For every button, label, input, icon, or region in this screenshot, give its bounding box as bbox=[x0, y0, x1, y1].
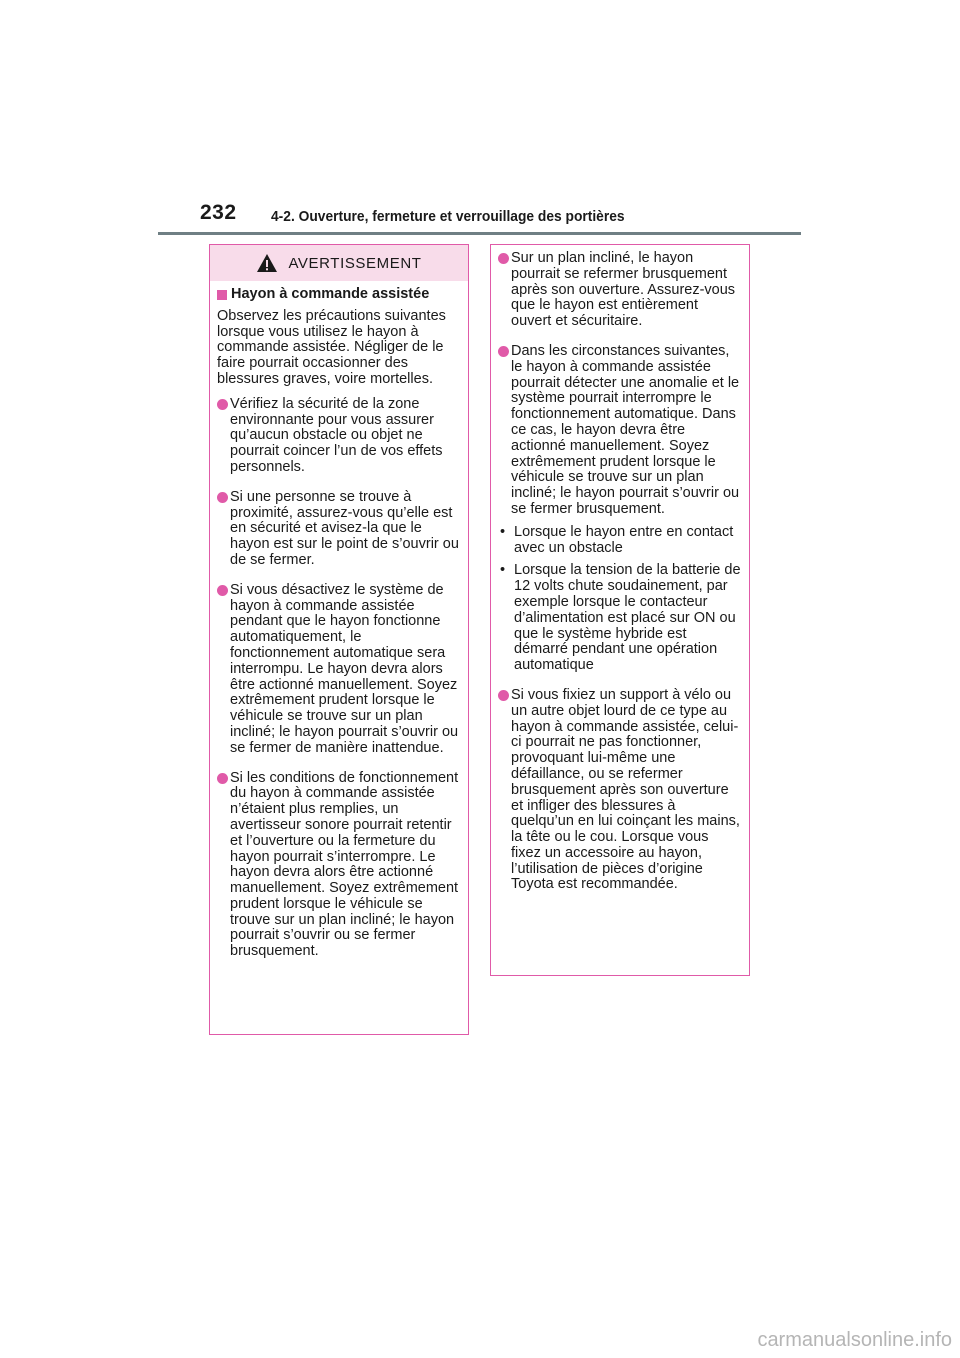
round-bullet-icon bbox=[498, 253, 509, 264]
warning-box-right bbox=[490, 244, 750, 976]
list-item bbox=[498, 251, 741, 330]
watermark: carmanualsonline.info bbox=[757, 1329, 952, 1351]
list-item bbox=[217, 771, 460, 961]
page-number: 232 bbox=[200, 201, 237, 224]
list-item-text: Si vous fixiez un support à vélo ou un autre objet lourd de ce type au hayon à commande assistée, celui-ci pourrait ne pas fonctionner, provoquant lui-même une défaillance, ou se refermer brusquement après son ouverture et infliger des blessures à quelqu’un en lui coinçant les mains, la tête ou le cou. Lorsque vous fixez un accessoire au hayon, l’utilisation de pièces d’origine Toyota est recommandée. bbox=[511, 686, 740, 893]
list-item-text: Vérifiez la sécurité de la zone environnante pour vous assurer qu’aucun obstacle ou objet ne pourrait coincer l’un de vos effets personnels. bbox=[230, 395, 443, 475]
list-item-text: Si vous désactivez le système de hayon à commande assistée pendant que le hayon fonctionne automatiquement, le fonctionnement automatique sera interrompu. Le hayon devra alors être actionné manuellement. Soyez extrêmement prudent lorsque le véhicule se trouve sur un plan incliné; le hayon pourrait s’ouvrir ou se fermer de manière inattendue. bbox=[230, 581, 459, 756]
sub-list-item-text: Lorsque la tension de la batterie de 12 volts chute soudainement, par exemple lorsque le contacteur d’alimentation est placé sur ON ou que le système hybride est démarré pendant une opération automatique bbox=[514, 562, 741, 674]
subheading bbox=[217, 287, 460, 303]
list-item-text: Dans les circonstances suivantes, le hayon à commande assistée pourrait détecter une anomalie et le système pourrait interrompre le fonctionnement automatique. Dans ce cas, le hayon devra être actionné manuellement. Soyez extrêmement prudent lorsque le véhicule se trouve sur un plan incliné; le hayon pourrait s’ouvrir ou se fermer brusquement. bbox=[511, 342, 740, 517]
sub-bullet-mark: • bbox=[500, 562, 506, 579]
warning-box-left bbox=[209, 244, 469, 1035]
round-bullet-icon bbox=[217, 773, 228, 784]
list-item-text: Sur un plan incliné, le hayon pourrait se refermer brusquement après son ouverture. Assurez-vous que le hayon est entièrement ouvert et sécuritaire. bbox=[511, 250, 736, 330]
sub-list-item-text: Lorsque le hayon entre en contact avec un obstacle bbox=[514, 523, 734, 556]
sub-list-item bbox=[498, 563, 741, 674]
warning-content bbox=[210, 281, 468, 960]
intro-paragraph: Observez les précautions suivantes lorsque vous utilisez le hayon à commande assistée. Négliger de le faire pourrait occasionner des blessures graves, voire mortelles. bbox=[217, 307, 446, 387]
header-divider bbox=[158, 232, 801, 235]
round-bullet-icon bbox=[217, 585, 228, 596]
list-item bbox=[498, 688, 741, 893]
round-bullet-icon bbox=[217, 492, 228, 503]
page-header bbox=[0, 0, 960, 240]
list-item bbox=[498, 344, 741, 518]
list-item bbox=[217, 583, 460, 757]
round-bullet-icon bbox=[217, 399, 228, 410]
sub-list-item bbox=[498, 525, 741, 557]
round-bullet-icon bbox=[498, 690, 509, 701]
round-bullet-icon bbox=[498, 346, 509, 357]
list-item-text: Si les conditions de fonctionnement du hayon à commande assistée n’étaient plus remplies, un avertisseur sonore pourrait retentir et l’ouverture ou la fermeture du hayon pourrait s’interrompre. Le hayon devra alors être actionné manuellement. Soyez extrêmement prudent lorsque le véhicule se trouve sur un plan incliné; le hayon pourrait s’ouvrir ou se fermer brusquement. bbox=[230, 769, 459, 960]
section-title: 4-2. Ouverture, fermeture et verrouillage des portières bbox=[271, 208, 625, 225]
warning-triangle-icon bbox=[256, 253, 278, 273]
warning-label: AVERTISSEMENT bbox=[288, 254, 422, 272]
list-item bbox=[217, 397, 460, 476]
square-bullet-icon bbox=[217, 290, 227, 300]
warning-content-continued bbox=[491, 245, 749, 893]
list-item bbox=[217, 490, 460, 569]
sub-bullet-mark: • bbox=[500, 523, 506, 540]
subheading-text: Hayon à commande assistée bbox=[231, 286, 430, 302]
list-item-text: Si une personne se trouve à proximité, assurez-vous qu’elle est en sécurité et avisez-la que le hayon est sur le point de s’ouvrir ou de se fermer. bbox=[230, 488, 459, 568]
warning-header bbox=[210, 245, 468, 281]
